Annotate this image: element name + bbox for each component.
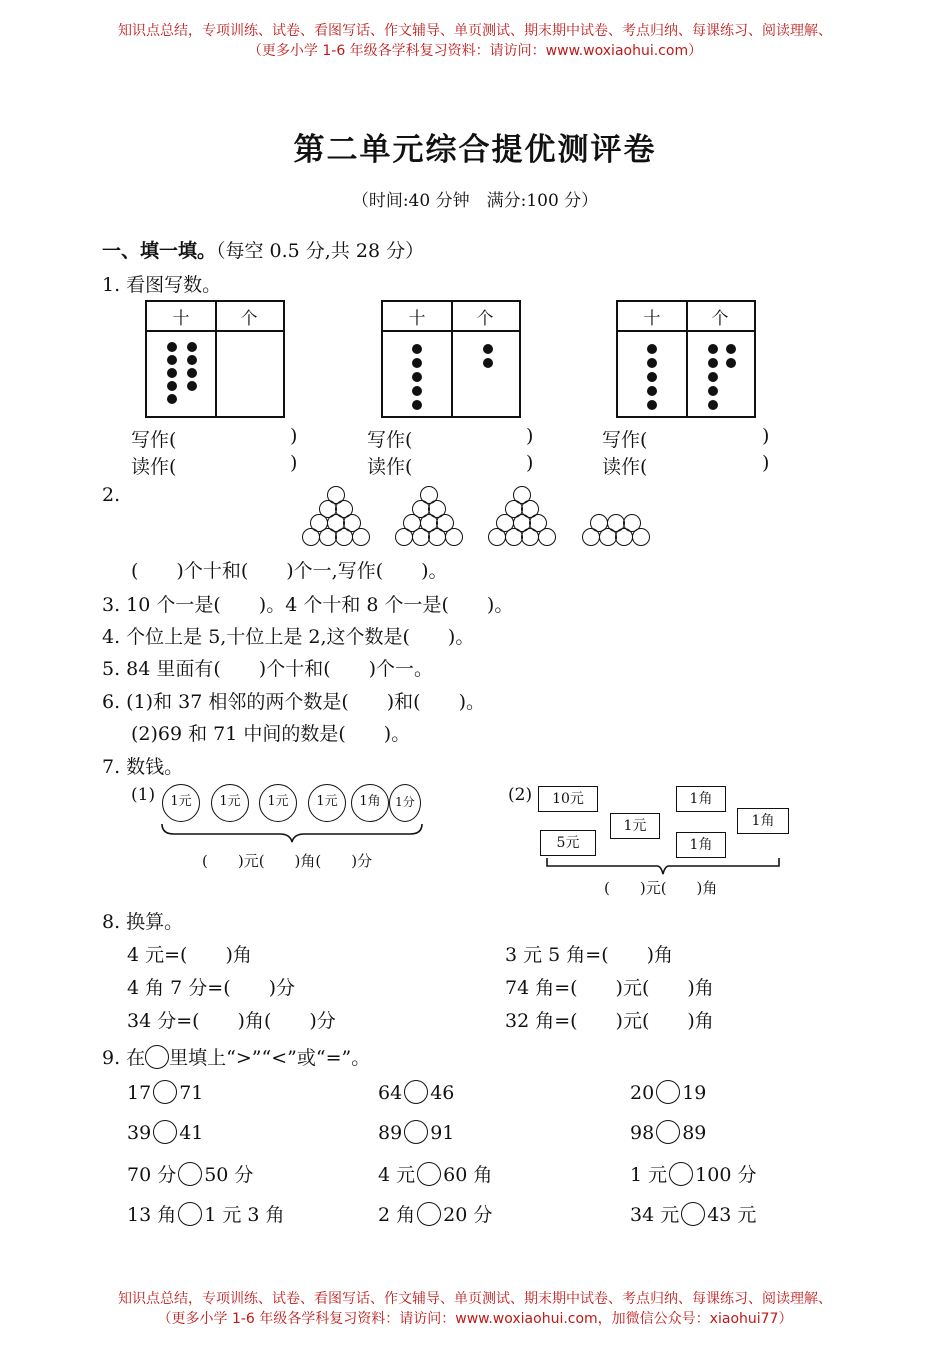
write-label: 写作(	[131, 429, 177, 451]
place-value-board-1	[145, 300, 285, 418]
left-operand: 70 分	[127, 1164, 177, 1186]
left-operand: 64	[378, 1082, 403, 1104]
right-operand: 1 元 3 角	[204, 1204, 285, 1226]
tens-bead	[187, 342, 197, 352]
coin: 1元	[259, 784, 297, 822]
right-operand: 71	[179, 1082, 204, 1104]
tens-bead	[167, 381, 177, 391]
answer-circle[interactable]	[404, 1080, 428, 1104]
close-paren: )	[762, 452, 770, 474]
place-value-board-3	[616, 300, 756, 418]
right-operand: 91	[430, 1122, 455, 1144]
ones-label: 个	[240, 309, 258, 329]
q7-part1-answer: ( )元( )角( )分	[202, 852, 373, 870]
right-operand: 60 角	[443, 1164, 493, 1186]
coin: 1元	[308, 784, 346, 822]
q8-label: 8. 换算。	[102, 911, 184, 933]
write-label: 写作(	[367, 429, 413, 451]
tens-label: 十	[172, 309, 190, 329]
close-paren: )	[526, 425, 534, 447]
tens-bead	[412, 344, 422, 354]
answer-circle[interactable]	[656, 1120, 680, 1144]
ones-bead	[483, 358, 493, 368]
tens-bead	[187, 355, 197, 365]
q6b-text: (2)69 和 71 中间的数是( )。	[131, 723, 411, 745]
read-label: 读作(	[131, 456, 177, 478]
ball	[319, 528, 337, 546]
bill: 5元	[540, 830, 596, 856]
coin: 1元	[211, 784, 249, 822]
comparison-item	[630, 1160, 756, 1187]
brace-2	[545, 856, 781, 878]
answer-circle[interactable]	[178, 1162, 202, 1186]
q2-label: 2.	[102, 484, 121, 506]
left-operand: 89	[378, 1122, 403, 1144]
right-operand: 100 分	[695, 1164, 757, 1186]
answer-circle[interactable]	[153, 1120, 177, 1144]
tens-bead	[647, 400, 657, 410]
footer-banner: 知识点总结，专项训练、试卷、看图写话、作文辅导、单页测试、期末期中试卷、考点归纳、每课练习、阅读理解、	[118, 1291, 832, 1307]
comparison-item	[630, 1080, 706, 1104]
right-operand: 50 分	[204, 1164, 254, 1186]
left-operand: 1 元	[630, 1164, 668, 1186]
right-operand: 41	[179, 1122, 204, 1144]
write-label: 写作(	[602, 429, 648, 451]
tens-bead	[167, 342, 177, 352]
header-banner-url: （更多小学 1-6 年级各学科复习资料：请访问：www.woxiaohui.com）	[247, 43, 703, 59]
bill: 1角	[676, 786, 726, 812]
coin: 1分	[389, 784, 421, 822]
comparison-item	[630, 1200, 756, 1227]
ball	[521, 528, 539, 546]
right-operand: 43 元	[707, 1204, 757, 1226]
tens-label: 十	[408, 309, 426, 329]
close-paren: )	[762, 425, 770, 447]
place-value-board-2	[381, 300, 521, 418]
comparison-item	[127, 1200, 285, 1227]
answer-circle[interactable]	[417, 1202, 441, 1226]
ball	[302, 528, 320, 546]
right-operand: 89	[682, 1122, 707, 1144]
comparison-item	[630, 1120, 706, 1144]
tens-bead	[647, 372, 657, 382]
ones-bead	[726, 344, 736, 354]
tens-bead	[412, 358, 422, 368]
q3-text: 3. 10 个一是( )。4 个十和 8 个一是( )。	[102, 594, 514, 616]
q7-label: 7. 数钱。	[102, 756, 184, 778]
tens-bead	[412, 386, 422, 396]
ones-bead	[708, 372, 718, 382]
bill: 1元	[610, 813, 660, 839]
tens-bead	[167, 368, 177, 378]
tens-bead	[167, 355, 177, 365]
q7-part1-label: (1)	[131, 785, 156, 805]
bill: 1角	[737, 808, 789, 834]
answer-circle[interactable]	[681, 1202, 705, 1226]
tens-bead	[412, 400, 422, 410]
tens-bead	[647, 386, 657, 396]
tens-bead	[167, 394, 177, 404]
header-banner: 知识点总结，专项训练、试卷、看图写话、作文辅导、单页测试、期末期中试卷、考点归纳、每课练习、阅读理解、	[118, 23, 832, 39]
ones-bead	[708, 344, 718, 354]
ones-bead	[726, 358, 736, 368]
answer-circle[interactable]	[656, 1080, 680, 1104]
tens-label: 十	[643, 309, 661, 329]
page-title: 第二单元综合提优测评卷	[293, 132, 657, 168]
page-subtitle: （时间:40 分钟 满分:100 分）	[351, 191, 599, 211]
answer-circle[interactable]	[153, 1080, 177, 1104]
q7-part2-answer: ( )元( )角	[604, 879, 718, 897]
right-operand: 46	[430, 1082, 455, 1104]
q2-text: ( )个十和( )个一,写作( )。	[131, 560, 448, 582]
close-paren: )	[526, 452, 534, 474]
left-operand: 4 元	[378, 1164, 416, 1186]
ones-bead	[708, 358, 718, 368]
answer-circle[interactable]	[669, 1162, 693, 1186]
q6a-text: 6. (1)和 37 相邻的两个数是( )和( )。	[102, 691, 485, 713]
blank-circle-icon	[145, 1045, 169, 1069]
conversion-item: 4 元=( )角	[127, 944, 252, 966]
left-operand: 2 角	[378, 1204, 416, 1226]
bill: 1角	[676, 832, 726, 858]
ball	[538, 528, 556, 546]
ball	[505, 528, 523, 546]
tens-bead	[412, 372, 422, 382]
tens-bead	[647, 344, 657, 354]
ball	[412, 528, 430, 546]
tens-bead	[187, 368, 197, 378]
read-label: 读作(	[602, 456, 648, 478]
conversion-item: 3 元 5 角=( )角	[505, 944, 674, 966]
comparison-item	[127, 1080, 203, 1104]
q4-text: 4. 个位上是 5,十位上是 2,这个数是( )。	[102, 626, 475, 648]
left-operand: 34 元	[630, 1204, 680, 1226]
comparison-item	[127, 1160, 253, 1187]
coin: 1元	[162, 784, 200, 822]
brace-1	[160, 822, 424, 846]
ones-bead	[483, 344, 493, 354]
ones-bead	[708, 400, 718, 410]
ball	[488, 528, 506, 546]
right-operand: 20 分	[443, 1204, 493, 1226]
comparison-item	[378, 1160, 492, 1187]
close-paren: )	[290, 452, 298, 474]
comparison-item	[127, 1120, 203, 1144]
left-operand: 17	[127, 1082, 152, 1104]
ball	[632, 528, 650, 546]
conversion-item: 32 角=( )元( )角	[505, 1010, 714, 1032]
q1-label: 1. 看图写数。	[102, 274, 222, 296]
ones-bead	[708, 386, 718, 396]
q9-label: 9. 在 里填上“>”“<”或“=”。	[102, 1047, 371, 1069]
ball	[445, 528, 463, 546]
comparison-item	[378, 1080, 454, 1104]
left-operand: 20	[630, 1082, 655, 1104]
ball	[599, 528, 617, 546]
conversion-item: 4 角 7 分=( )分	[127, 977, 296, 999]
answer-circle[interactable]	[417, 1162, 441, 1186]
read-label: 读作(	[367, 456, 413, 478]
right-operand: 19	[682, 1082, 707, 1104]
ones-label: 个	[711, 309, 729, 329]
ball	[615, 528, 633, 546]
ones-label: 个	[476, 309, 494, 329]
tens-bead	[647, 358, 657, 368]
left-operand: 98	[630, 1122, 655, 1144]
comparison-item	[378, 1120, 454, 1144]
tens-bead	[187, 381, 197, 391]
close-paren: )	[290, 425, 298, 447]
ball	[352, 528, 370, 546]
bill: 10元	[538, 786, 598, 812]
answer-circle[interactable]	[178, 1202, 202, 1226]
ball	[395, 528, 413, 546]
left-operand: 13 角	[127, 1204, 177, 1226]
comparison-item	[378, 1200, 492, 1227]
q5-text: 5. 84 里面有( )个十和( )个一。	[102, 658, 434, 680]
ball	[335, 528, 353, 546]
conversion-item: 34 分=( )角( )分	[127, 1010, 336, 1032]
answer-circle[interactable]	[404, 1120, 428, 1144]
conversion-item: 74 角=( )元( )角	[505, 977, 714, 999]
section-heading: 一、填一填。（每空 0.5 分,共 28 分）	[102, 240, 425, 262]
q7-part2-label: (2)	[508, 785, 533, 805]
footer-banner-url: （更多小学 1-6 年级各学科复习资料：请访问：www.woxiaohui.com，加微信公众号：xiaohui77）	[157, 1311, 793, 1327]
left-operand: 39	[127, 1122, 152, 1144]
coin: 1角	[351, 784, 389, 822]
ball	[428, 528, 446, 546]
ball	[582, 528, 600, 546]
